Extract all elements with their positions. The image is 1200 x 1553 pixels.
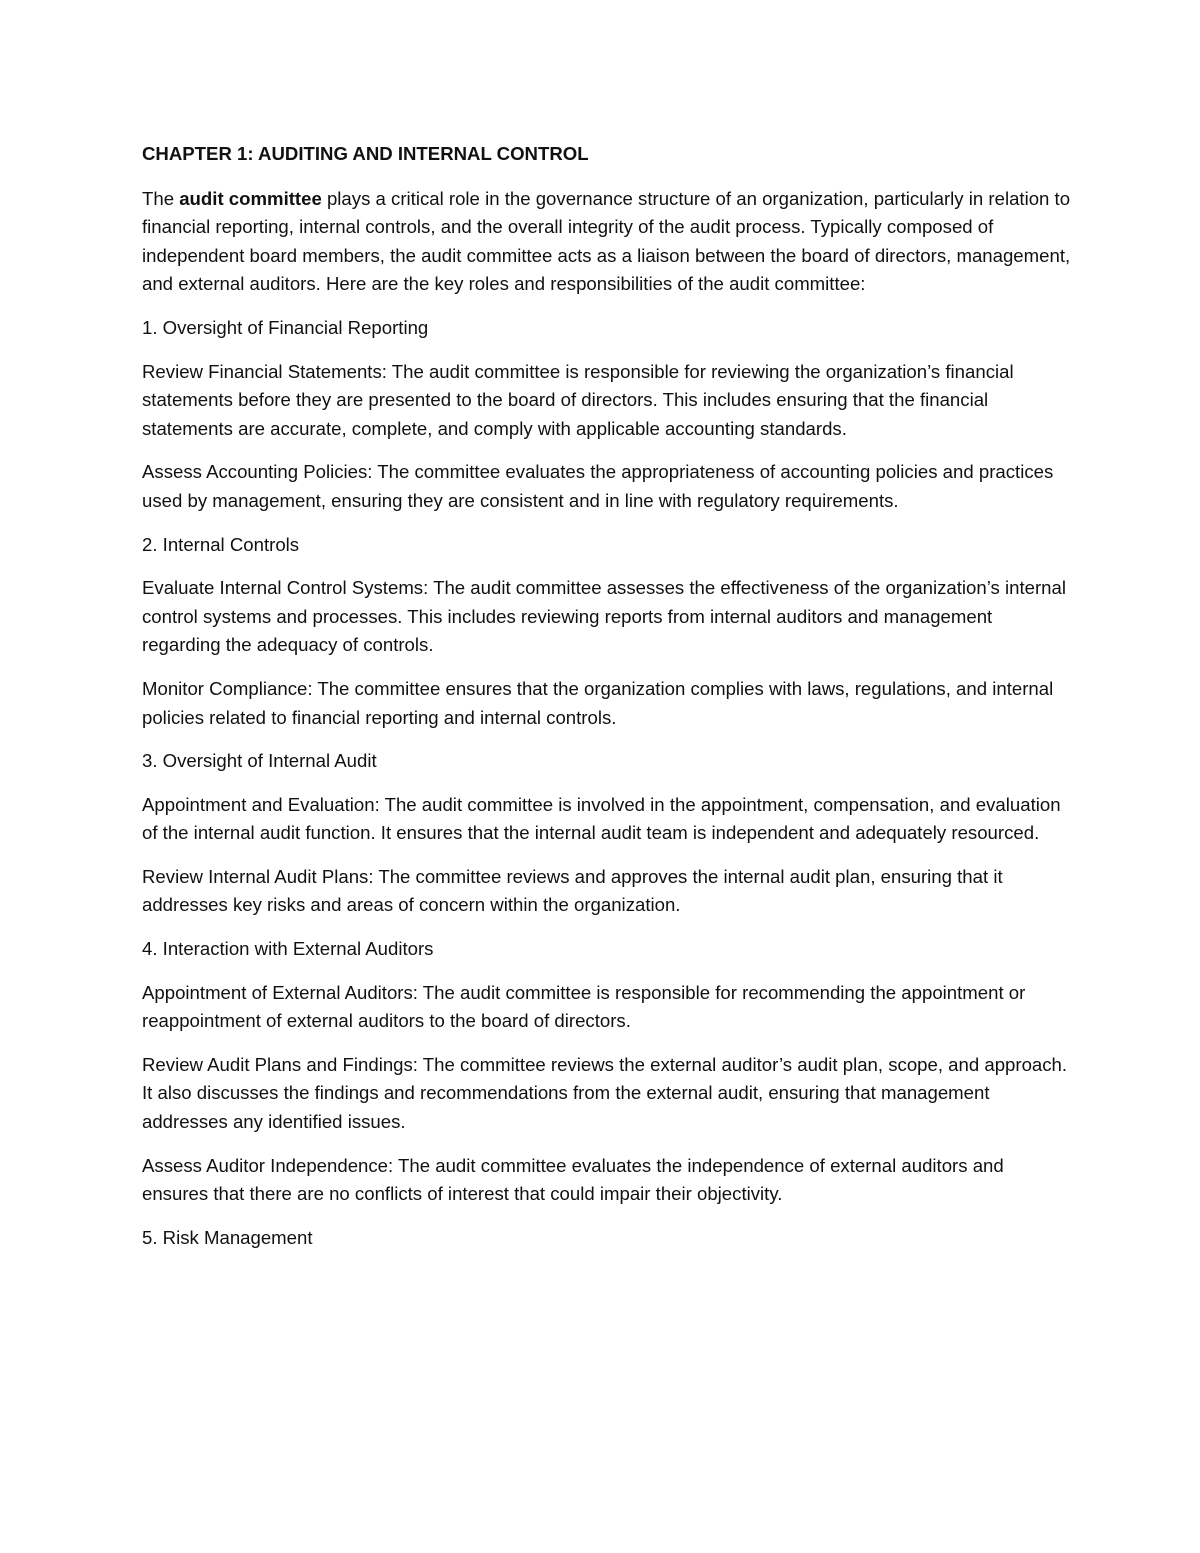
section-heading: 3. Oversight of Internal Audit: [142, 750, 377, 772]
section-heading: 1. Oversight of Financial Reporting: [142, 316, 429, 338]
section-2: [142, 531, 1072, 733]
section-3: [142, 747, 1072, 920]
section-1: [142, 314, 1072, 516]
document-body: [142, 140, 1072, 1267]
section-4: [142, 935, 1072, 1209]
section-paragraph: Review Internal Audit Plans: The committee reviews and approves the internal audit plan, ensuring that it addresses key risks and areas of concern within the organization.: [142, 865, 1003, 916]
intro-text-before: The: [142, 187, 180, 209]
section-5: [142, 1224, 1072, 1253]
section-heading: 4. Interaction with External Auditors: [142, 938, 434, 960]
section-paragraph: Monitor Compliance: The committee ensures that the organization complies with laws, regulations, and internal policies related to financial reporting and internal controls.: [142, 677, 1054, 728]
section-paragraph: Review Audit Plans and Findings: The committee reviews the external auditor’s audit plan, scope, and approach. It also discusses the findings and recommendations from the external audit, ensuring that management addresses any identified issues.: [142, 1053, 1068, 1133]
section-paragraph: Assess Accounting Policies: The committee evaluates the appropriateness of accounting policies and practices used by management, ensuring they are consistent and in line with regulatory requirements.: [142, 461, 1054, 511]
section-paragraph: Evaluate Internal Control Systems: The audit committee assesses the effectiveness of the organization’s internal control systems and processes. This includes reviewing reports from internal auditors and management regarding the adequacy of controls.: [142, 577, 1066, 656]
section-paragraph: Appointment and Evaluation: The audit committee is involved in the appointment, compensation, and evaluation of the internal audit function. It ensures that the internal audit team is independent and adequately resourced.: [142, 793, 1061, 844]
section-paragraph: Review Financial Statements: The audit committee is responsible for reviewing the organization’s financial statements before they are presented to the board of directors. This includes ensuring that the financial statements are accurate, complete, and comply with applicable accounting standards.: [142, 360, 1014, 439]
intro-bold-term: audit committee: [179, 187, 322, 209]
section-heading: 5. Risk Management: [142, 1226, 313, 1248]
chapter-title: CHAPTER 1: AUDITING AND INTERNAL CONTROL: [142, 143, 589, 164]
section-paragraph: Appointment of External Auditors: The audit committee is responsible for recommending the appointment or reappointment of external auditors to the board of directors.: [142, 981, 1026, 1032]
section-paragraph: Assess Auditor Independence: The audit committee evaluates the independence of external auditors and ensures that there are no conflicts of interest that could impair their objectivity.: [142, 1154, 1004, 1205]
intro-text-after: plays a critical role in the governance structure of an organization, particularly in relation to financial reporting, internal controls, and the overall integrity of the audit process. Typically composed of independent board members, the audit committee acts as a liaison between the board of directors, management, and external auditors. Here are the key roles and responsibilities of the audit committee:: [142, 187, 1071, 295]
section-heading: 2. Internal Controls: [142, 533, 300, 555]
intro-paragraph: [142, 185, 1072, 299]
